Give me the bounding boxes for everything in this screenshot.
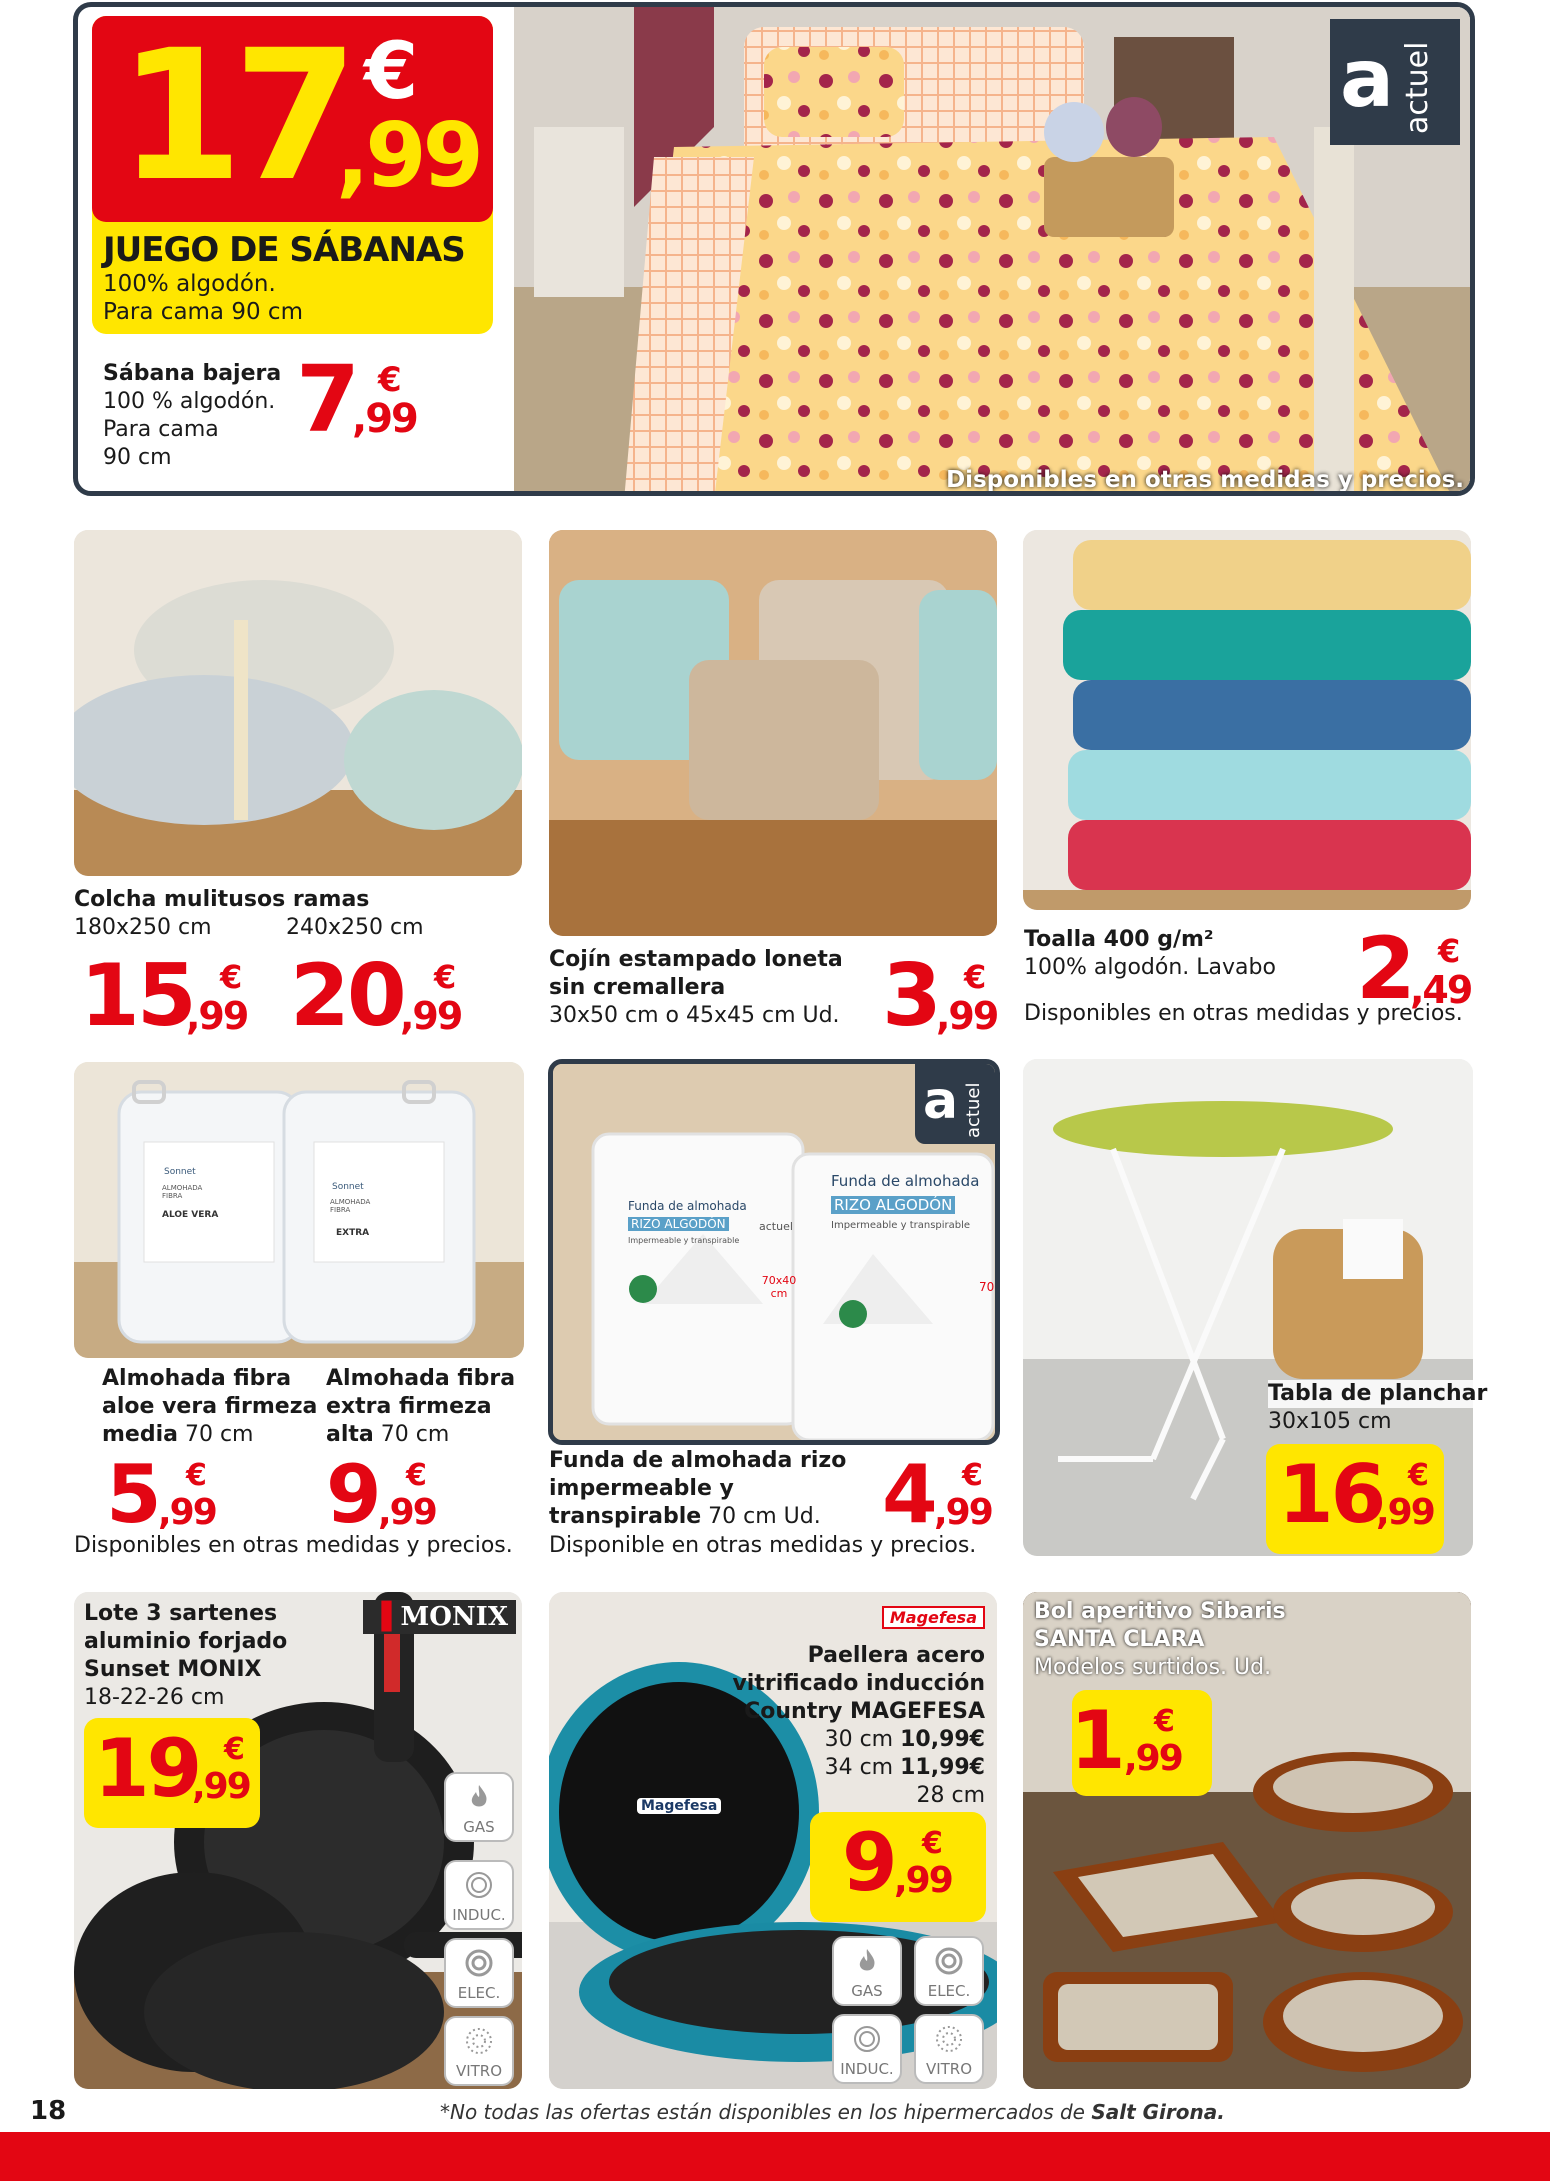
almohada-a-price-int: 5 [106,1448,162,1541]
funda-line3 [549,1503,821,1531]
funda-pack2-line3: Impermeable y transpirable [831,1220,971,1231]
almohada-a-line3 [102,1421,254,1449]
monix-price-int: 19 [94,1722,200,1815]
almohada-pack2-label: EXTRA [336,1228,370,1238]
almohada-a-line2: aloe vera firmeza [102,1394,318,1419]
magefesa-price-int: 9 [842,1816,898,1909]
bol-price [1070,1694,1210,1788]
almohada-b-line3 [326,1421,449,1449]
monix-badge-induc [444,1860,514,1930]
magefesa-row2-size: 34 cm [824,1755,901,1780]
monix-size: 18-22-26 cm [84,1685,225,1710]
magefesa-price [842,1816,982,1910]
hero-note: Disponibles en otras medidas y precios. [946,467,1464,493]
cojin-price-dec: ,99 [936,994,998,1038]
induction-icon [852,2024,882,2054]
cojin-price-int: 3 [882,946,942,1046]
funda-price [882,1448,1002,1542]
actuel-logo-letter: a [1340,32,1394,125]
tabla-price-int: 16 [1278,1448,1384,1541]
almohada-a-size: 70 cm [177,1422,254,1447]
almohada-a-price [106,1448,226,1542]
almohada-pack1-brand: Sonnet [164,1167,196,1177]
funda-line2: impermeable y [549,1476,734,1501]
magefesa-badge-vitro [914,2014,984,2084]
almohada-b-line1: Almohada fibra [326,1366,516,1391]
sabana-bajera-line1: 100 % algodón. [103,389,276,414]
almohada-a-firmeza: media [102,1422,178,1447]
flame-icon [464,1782,494,1812]
magefesa-line3: Country MAGEFESA [744,1699,985,1724]
monix-badge-gas-label: GAS [463,1818,495,1836]
magefesa-logo: Magefesa [882,1606,985,1629]
toalla-price-dec: ,49 [1410,968,1472,1012]
almohada-illustration [74,1062,524,1358]
flame-icon [852,1946,882,1976]
magefesa-row2 [720,1754,985,1782]
hero-price-eur: € [364,27,419,117]
electric-icon [464,1948,494,1978]
hero-price [118,12,480,221]
almohada-b-size: 70 cm [373,1422,450,1447]
almohada-b-price-int: 9 [326,1448,382,1541]
colcha-price-1-dec: ,99 [186,994,248,1038]
vitro-icon [934,2024,964,2054]
induction-icon [464,1870,494,1900]
toalla-illustration [1023,530,1471,910]
magefesa-price-eur: € [922,1826,943,1861]
magefesa-badge-gas-label: GAS [851,1982,883,2000]
hero-desc-1: 100% algodón. [103,271,276,297]
tabla-title: Tabla de planchar [1268,1380,1495,1408]
toalla-price-eur: € [1438,932,1461,970]
page-number: 18 [30,2096,67,2126]
almohada-b-price-eur: € [406,1458,427,1493]
toalla-note: Disponibles en otras medidas y precios. [1024,1001,1463,1026]
monix-badge-vitro [444,2016,514,2086]
magefesa-badge-gas [832,1936,902,2006]
bol-price-eur: € [1154,1704,1175,1739]
almohada-pack1-type: ALMOHADA FIBRA [162,1184,203,1200]
funda-pack2-size: 70 [979,1280,995,1294]
funda-pack2-line1: Funda de almohada [831,1172,980,1190]
bol-price-int: 1 [1070,1694,1126,1787]
sabana-bajera-line2: Para cama [103,417,219,442]
bol-line3: Modelos surtidos. Ud. [1034,1655,1272,1680]
tabla-price [1278,1448,1438,1542]
monix-price-dec: ,99 [192,1766,250,1807]
magefesa-badge-induc-label: INDUC. [840,2060,894,2078]
almohada-photo [74,1062,524,1358]
cojin-title-1: Cojín estampado loneta [549,947,843,972]
almohada-a-price-eur: € [186,1458,207,1493]
colcha-illustration [74,530,522,876]
funda-actuel-logo [915,1064,995,1144]
almohada-note: Disponibles en otras medidas y precios. [74,1533,513,1558]
funda-price-eur: € [962,1458,983,1493]
bol-line1: Bol aperitivo Sibaris [1034,1599,1286,1624]
footer-store: Salt Girona. [1091,2100,1225,2124]
funda-frame [548,1059,1000,1445]
monix-logo-mark: ▐ [371,1602,401,1632]
funda-size: 70 cm Ud. [701,1504,821,1529]
monix-price [94,1722,254,1816]
funda-actuel-letter: a [923,1071,959,1131]
colcha-price-2-eur: € [434,958,457,996]
colcha-price-1 [80,946,255,1046]
hero-desc-2: Para cama 90 cm [103,299,303,325]
hero-price-dec: ,99 [336,104,480,207]
magefesa-line1: Paellera acero [807,1643,985,1668]
almohada-b-firmeza: alta [326,1422,374,1447]
sabana-bajera-line3: 90 cm [103,445,172,470]
magefesa-row1 [720,1726,985,1754]
magefesa-price-dec: ,99 [894,1860,952,1901]
colcha-price-1-eur: € [220,958,243,996]
almohada-b-price [326,1448,446,1542]
almohada-b-price-dec: ,99 [378,1492,436,1533]
colcha-price-2-int: 20 [290,946,404,1046]
almohada-pack2-brand: Sonnet [332,1182,364,1192]
toalla-price [1356,919,1476,1024]
monix-badge-vitro-label: VITRO [455,2062,503,2080]
magefesa-row1-size: 30 cm [824,1727,901,1752]
magefesa-badge-vitro-label: VITRO [925,2060,973,2078]
magefesa-badge-elec-label: ELEC. [927,1982,971,2000]
funda-price-int: 4 [882,1448,938,1541]
toalla-title: Toalla 400 g/m² [1024,927,1214,952]
magefesa-row1-price: 10,99€ [900,1727,985,1752]
tabla-price-eur: € [1408,1458,1429,1493]
vitro-icon [464,2026,494,2056]
colcha-price-2-dec: ,99 [400,994,462,1038]
funda-pack-size: 70x40 cm [761,1274,797,1300]
cojin-illustration [549,530,997,936]
sabana-bajera-price [296,346,417,453]
magefesa-row2-price: 11,99€ [900,1755,985,1780]
tabla-size: 30x105 cm [1268,1409,1392,1434]
funda-line1: Funda de almohada rizo [549,1448,847,1473]
magefesa-badge-elec [914,1936,984,2006]
toalla-price-int: 2 [1356,919,1416,1019]
funda-pack-line2: RIZO ALGODÓN [628,1217,729,1231]
actuel-logo [1330,19,1460,145]
funda-pack-line3: Impermeable y transpirable [628,1236,740,1245]
funda-pack-line1: Funda de almohada [628,1199,747,1213]
magefesa-badge-induc [832,2014,902,2084]
funda-note: Disponible en otras medidas y precios. [549,1533,977,1558]
hero-title: JUEGO DE SÁBANAS [103,230,465,270]
colcha-title: Colcha mulitusos ramas [74,887,370,912]
colcha-size-2: 240x250 cm [286,915,424,940]
funda-pack-brand: actuel [759,1220,793,1233]
monix-badge-induc-label: INDUC. [452,1906,506,1924]
magefesa-row3: 28 cm [916,1783,985,1808]
monix-line2: aluminio forjado [84,1629,288,1654]
colcha-price-2 [290,946,470,1046]
magefesa-line2: vitrificado inducción [732,1671,985,1696]
monix-logo-text: MONIX [400,1602,508,1632]
cojin-price [882,946,1002,1046]
magefesa-pan-label: Magefesa [637,1798,721,1814]
bol-price-dec: ,99 [1124,1738,1182,1779]
hero-price-int: 17 [118,12,349,221]
sabana-price-int: 7 [296,346,361,453]
cojin-price-eur: € [964,958,987,996]
funda-actuel-word: actuel [963,1082,984,1138]
almohada-b-line2: extra firmeza [326,1394,492,1419]
monix-line1: Lote 3 sartenes [84,1601,278,1626]
footer-red-band [0,2132,1550,2181]
monix-badge-gas [444,1772,514,1842]
monix-line3: Sunset MONIX [84,1657,262,1682]
monix-price-eur: € [224,1732,245,1767]
colcha-photo [74,530,522,876]
cojin-photo [549,530,997,936]
footer-disclaimer-text: *No todas las ofertas están disponibles en los hipermercados de [440,2100,1092,2124]
funda-pack2-line2: RIZO ALGODÓN [831,1196,955,1214]
almohada-a-price-dec: ,99 [158,1492,216,1533]
tabla-price-dec: ,99 [1376,1492,1434,1533]
monix-badge-elec [444,1938,514,2008]
colcha-size-1: 180x250 cm [74,915,212,940]
funda-price-dec: ,99 [934,1492,992,1533]
almohada-a-line1: Almohada fibra [102,1366,292,1391]
cojin-title-2: sin cremallera [549,975,726,1000]
toalla-desc: 100% algodón. Lavabo [1024,955,1276,980]
almohada-pack2-type: ALMOHADA FIBRA [330,1198,371,1214]
sabana-price-dec: ,99 [352,396,417,442]
sabana-bajera-title: Sábana bajera [103,361,282,386]
monix-badge-elec-label: ELEC. [457,1984,501,2002]
cojin-size: 30x50 cm o 45x45 cm Ud. [549,1003,840,1028]
bol-line2: SANTA CLARA [1034,1627,1205,1652]
colcha-price-1-int: 15 [80,946,194,1046]
toalla-photo [1023,530,1471,910]
funda-transpirable: transpirable [549,1504,702,1529]
electric-icon [934,1946,964,1976]
footer-disclaimer [440,2100,1225,2124]
sabana-price-eur: € [378,360,402,400]
almohada-pack1-label: ALOE VERA [162,1210,219,1220]
monix-logo [363,1600,516,1634]
actuel-logo-word: actuel [1400,41,1435,134]
